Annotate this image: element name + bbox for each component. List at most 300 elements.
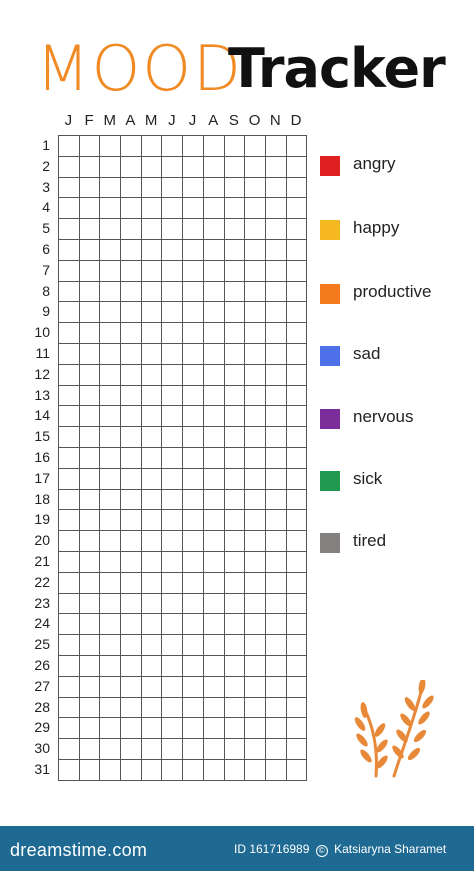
grid-cell[interactable]: [203, 364, 224, 385]
grid-cell[interactable]: [286, 655, 307, 676]
grid-cell[interactable]: [286, 135, 307, 156]
grid-cell[interactable]: [182, 613, 203, 634]
grid-cell[interactable]: [58, 530, 79, 551]
grid-cell[interactable]: [79, 156, 100, 177]
grid-cell[interactable]: [182, 197, 203, 218]
grid-cell[interactable]: [182, 281, 203, 302]
grid-cell[interactable]: [58, 509, 79, 530]
grid-cell[interactable]: [161, 301, 182, 322]
grid-cell[interactable]: [141, 301, 162, 322]
grid-cell[interactable]: [99, 218, 120, 239]
grid-cell[interactable]: [120, 613, 141, 634]
grid-cell[interactable]: [224, 405, 245, 426]
grid-cell[interactable]: [244, 135, 265, 156]
grid-cell[interactable]: [203, 260, 224, 281]
grid-cell[interactable]: [161, 468, 182, 489]
grid-cell[interactable]: [286, 260, 307, 281]
grid-cell[interactable]: [286, 343, 307, 364]
grid-cell[interactable]: [265, 593, 286, 614]
grid-cell[interactable]: [286, 572, 307, 593]
grid-cell[interactable]: [161, 759, 182, 780]
grid-cell[interactable]: [286, 322, 307, 343]
grid-cell[interactable]: [79, 759, 100, 780]
grid-cell[interactable]: [161, 218, 182, 239]
grid-cell[interactable]: [244, 405, 265, 426]
grid-cell[interactable]: [182, 426, 203, 447]
grid-cell[interactable]: [141, 197, 162, 218]
grid-cell[interactable]: [265, 426, 286, 447]
grid-cell[interactable]: [141, 260, 162, 281]
grid-cell[interactable]: [141, 509, 162, 530]
grid-cell[interactable]: [244, 281, 265, 302]
grid-cell[interactable]: [182, 717, 203, 738]
grid-cell[interactable]: [286, 447, 307, 468]
grid-cell[interactable]: [161, 197, 182, 218]
grid-cell[interactable]: [286, 218, 307, 239]
grid-cell[interactable]: [286, 385, 307, 406]
grid-cell[interactable]: [161, 426, 182, 447]
grid-cell[interactable]: [265, 135, 286, 156]
grid-cell[interactable]: [141, 759, 162, 780]
grid-cell[interactable]: [182, 405, 203, 426]
grid-cell[interactable]: [244, 364, 265, 385]
grid-cell[interactable]: [79, 197, 100, 218]
grid-cell[interactable]: [99, 322, 120, 343]
grid-cell[interactable]: [141, 676, 162, 697]
grid-cell[interactable]: [79, 489, 100, 510]
grid-cell[interactable]: [79, 655, 100, 676]
grid-cell[interactable]: [120, 697, 141, 718]
grid-cell[interactable]: [79, 343, 100, 364]
grid-cell[interactable]: [120, 759, 141, 780]
grid-cell[interactable]: [224, 322, 245, 343]
grid-cell[interactable]: [79, 301, 100, 322]
grid-cell[interactable]: [224, 634, 245, 655]
grid-cell[interactable]: [58, 676, 79, 697]
grid-cell[interactable]: [58, 343, 79, 364]
grid-cell[interactable]: [141, 343, 162, 364]
grid-cell[interactable]: [182, 322, 203, 343]
grid-cell[interactable]: [141, 572, 162, 593]
grid-cell[interactable]: [120, 322, 141, 343]
grid-cell[interactable]: [141, 634, 162, 655]
grid-cell[interactable]: [58, 634, 79, 655]
grid-cell[interactable]: [120, 197, 141, 218]
grid-cell[interactable]: [141, 655, 162, 676]
grid-cell[interactable]: [99, 613, 120, 634]
grid-cell[interactable]: [224, 717, 245, 738]
grid-cell[interactable]: [120, 364, 141, 385]
grid-cell[interactable]: [79, 177, 100, 198]
grid-cell[interactable]: [244, 759, 265, 780]
grid-cell[interactable]: [182, 156, 203, 177]
grid-cell[interactable]: [120, 135, 141, 156]
grid-cell[interactable]: [182, 738, 203, 759]
grid-cell[interactable]: [161, 738, 182, 759]
grid-cell[interactable]: [224, 572, 245, 593]
grid-cell[interactable]: [224, 385, 245, 406]
grid-cell[interactable]: [58, 426, 79, 447]
grid-cell[interactable]: [265, 218, 286, 239]
grid-cell[interactable]: [265, 468, 286, 489]
grid-cell[interactable]: [79, 322, 100, 343]
grid-cell[interactable]: [58, 572, 79, 593]
grid-cell[interactable]: [99, 177, 120, 198]
grid-cell[interactable]: [99, 343, 120, 364]
grid-cell[interactable]: [203, 572, 224, 593]
grid-cell[interactable]: [161, 177, 182, 198]
grid-cell[interactable]: [224, 697, 245, 718]
grid-cell[interactable]: [286, 530, 307, 551]
grid-cell[interactable]: [99, 197, 120, 218]
grid-cell[interactable]: [182, 239, 203, 260]
grid-cell[interactable]: [161, 447, 182, 468]
grid-cell[interactable]: [203, 468, 224, 489]
grid-cell[interactable]: [58, 593, 79, 614]
grid-cell[interactable]: [265, 530, 286, 551]
grid-cell[interactable]: [224, 489, 245, 510]
grid-cell[interactable]: [99, 572, 120, 593]
grid-cell[interactable]: [58, 197, 79, 218]
grid-cell[interactable]: [182, 218, 203, 239]
grid-cell[interactable]: [286, 426, 307, 447]
grid-cell[interactable]: [99, 717, 120, 738]
grid-cell[interactable]: [265, 572, 286, 593]
grid-cell[interactable]: [286, 281, 307, 302]
grid-cell[interactable]: [265, 655, 286, 676]
grid-cell[interactable]: [120, 218, 141, 239]
grid-cell[interactable]: [120, 489, 141, 510]
grid-cell[interactable]: [79, 717, 100, 738]
grid-cell[interactable]: [182, 260, 203, 281]
grid-cell[interactable]: [203, 551, 224, 572]
grid-cell[interactable]: [286, 697, 307, 718]
grid-cell[interactable]: [265, 551, 286, 572]
grid-cell[interactable]: [265, 717, 286, 738]
grid-cell[interactable]: [286, 468, 307, 489]
grid-cell[interactable]: [265, 447, 286, 468]
grid-cell[interactable]: [141, 593, 162, 614]
grid-cell[interactable]: [244, 447, 265, 468]
grid-cell[interactable]: [224, 239, 245, 260]
grid-cell[interactable]: [141, 239, 162, 260]
grid-cell[interactable]: [286, 197, 307, 218]
grid-cell[interactable]: [244, 676, 265, 697]
grid-cell[interactable]: [182, 593, 203, 614]
grid-cell[interactable]: [161, 156, 182, 177]
grid-cell[interactable]: [58, 738, 79, 759]
grid-cell[interactable]: [120, 551, 141, 572]
grid-cell[interactable]: [244, 634, 265, 655]
grid-cell[interactable]: [141, 281, 162, 302]
grid-cell[interactable]: [161, 530, 182, 551]
grid-cell[interactable]: [203, 177, 224, 198]
grid-cell[interactable]: [224, 509, 245, 530]
grid-cell[interactable]: [79, 676, 100, 697]
grid-cell[interactable]: [161, 572, 182, 593]
grid-cell[interactable]: [58, 260, 79, 281]
grid-cell[interactable]: [203, 655, 224, 676]
grid-cell[interactable]: [161, 593, 182, 614]
grid-cell[interactable]: [58, 405, 79, 426]
grid-cell[interactable]: [182, 135, 203, 156]
grid-cell[interactable]: [286, 405, 307, 426]
grid-cell[interactable]: [99, 135, 120, 156]
grid-cell[interactable]: [244, 551, 265, 572]
grid-cell[interactable]: [265, 759, 286, 780]
grid-cell[interactable]: [244, 697, 265, 718]
grid-cell[interactable]: [203, 301, 224, 322]
grid-cell[interactable]: [224, 364, 245, 385]
grid-cell[interactable]: [79, 426, 100, 447]
grid-cell[interactable]: [99, 468, 120, 489]
grid-cell[interactable]: [161, 405, 182, 426]
grid-cell[interactable]: [161, 613, 182, 634]
grid-cell[interactable]: [58, 301, 79, 322]
grid-cell[interactable]: [244, 322, 265, 343]
grid-cell[interactable]: [265, 634, 286, 655]
grid-cell[interactable]: [203, 697, 224, 718]
grid-cell[interactable]: [182, 634, 203, 655]
grid-cell[interactable]: [244, 717, 265, 738]
grid-cell[interactable]: [58, 717, 79, 738]
grid-cell[interactable]: [286, 676, 307, 697]
grid-cell[interactable]: [79, 613, 100, 634]
grid-cell[interactable]: [244, 489, 265, 510]
grid-cell[interactable]: [120, 530, 141, 551]
grid-cell[interactable]: [161, 509, 182, 530]
grid-cell[interactable]: [224, 468, 245, 489]
grid-cell[interactable]: [161, 717, 182, 738]
grid-cell[interactable]: [120, 156, 141, 177]
grid-cell[interactable]: [286, 551, 307, 572]
grid-cell[interactable]: [203, 135, 224, 156]
grid-cell[interactable]: [224, 301, 245, 322]
grid-cell[interactable]: [141, 405, 162, 426]
grid-cell[interactable]: [99, 260, 120, 281]
grid-cell[interactable]: [79, 738, 100, 759]
grid-cell[interactable]: [244, 197, 265, 218]
grid-cell[interactable]: [120, 177, 141, 198]
grid-cell[interactable]: [58, 156, 79, 177]
grid-cell[interactable]: [141, 364, 162, 385]
grid-cell[interactable]: [265, 676, 286, 697]
grid-cell[interactable]: [265, 343, 286, 364]
grid-cell[interactable]: [99, 364, 120, 385]
grid-cell[interactable]: [244, 218, 265, 239]
grid-cell[interactable]: [224, 759, 245, 780]
grid-cell[interactable]: [58, 385, 79, 406]
grid-cell[interactable]: [244, 572, 265, 593]
grid-cell[interactable]: [99, 385, 120, 406]
grid-cell[interactable]: [99, 405, 120, 426]
grid-cell[interactable]: [79, 634, 100, 655]
grid-cell[interactable]: [120, 509, 141, 530]
grid-cell[interactable]: [224, 676, 245, 697]
grid-cell[interactable]: [99, 530, 120, 551]
grid-cell[interactable]: [244, 301, 265, 322]
grid-cell[interactable]: [244, 613, 265, 634]
grid-cell[interactable]: [224, 655, 245, 676]
grid-cell[interactable]: [79, 364, 100, 385]
grid-cell[interactable]: [99, 759, 120, 780]
grid-cell[interactable]: [141, 697, 162, 718]
grid-cell[interactable]: [182, 447, 203, 468]
grid-cell[interactable]: [182, 697, 203, 718]
grid-cell[interactable]: [58, 218, 79, 239]
grid-cell[interactable]: [161, 697, 182, 718]
grid-cell[interactable]: [286, 634, 307, 655]
grid-cell[interactable]: [141, 322, 162, 343]
grid-cell[interactable]: [244, 593, 265, 614]
grid-cell[interactable]: [79, 530, 100, 551]
grid-cell[interactable]: [58, 281, 79, 302]
grid-cell[interactable]: [182, 572, 203, 593]
grid-cell[interactable]: [224, 281, 245, 302]
grid-cell[interactable]: [203, 509, 224, 530]
grid-cell[interactable]: [244, 655, 265, 676]
grid-cell[interactable]: [141, 426, 162, 447]
grid-cell[interactable]: [58, 364, 79, 385]
grid-cell[interactable]: [203, 197, 224, 218]
grid-cell[interactable]: [120, 301, 141, 322]
grid-cell[interactable]: [161, 260, 182, 281]
grid-cell[interactable]: [203, 405, 224, 426]
grid-cell[interactable]: [141, 385, 162, 406]
grid-cell[interactable]: [99, 301, 120, 322]
grid-cell[interactable]: [286, 717, 307, 738]
grid-cell[interactable]: [58, 177, 79, 198]
grid-cell[interactable]: [161, 135, 182, 156]
grid-cell[interactable]: [244, 509, 265, 530]
grid-cell[interactable]: [141, 468, 162, 489]
grid-cell[interactable]: [224, 738, 245, 759]
grid-cell[interactable]: [224, 197, 245, 218]
grid-cell[interactable]: [265, 697, 286, 718]
grid-cell[interactable]: [120, 281, 141, 302]
grid-cell[interactable]: [161, 281, 182, 302]
grid-cell[interactable]: [182, 759, 203, 780]
grid-cell[interactable]: [286, 759, 307, 780]
grid-cell[interactable]: [224, 135, 245, 156]
grid-cell[interactable]: [182, 385, 203, 406]
grid-cell[interactable]: [224, 343, 245, 364]
grid-cell[interactable]: [99, 156, 120, 177]
grid-cell[interactable]: [244, 385, 265, 406]
grid-cell[interactable]: [182, 530, 203, 551]
grid-cell[interactable]: [79, 405, 100, 426]
grid-cell[interactable]: [182, 509, 203, 530]
grid-cell[interactable]: [120, 385, 141, 406]
grid-cell[interactable]: [286, 489, 307, 510]
grid-cell[interactable]: [161, 676, 182, 697]
grid-cell[interactable]: [265, 301, 286, 322]
grid-cell[interactable]: [141, 489, 162, 510]
grid-cell[interactable]: [224, 613, 245, 634]
grid-cell[interactable]: [141, 738, 162, 759]
grid-cell[interactable]: [286, 156, 307, 177]
grid-cell[interactable]: [203, 593, 224, 614]
grid-cell[interactable]: [182, 364, 203, 385]
grid-cell[interactable]: [244, 343, 265, 364]
grid-cell[interactable]: [99, 426, 120, 447]
grid-cell[interactable]: [161, 343, 182, 364]
grid-cell[interactable]: [141, 530, 162, 551]
grid-cell[interactable]: [58, 447, 79, 468]
grid-cell[interactable]: [203, 426, 224, 447]
grid-cell[interactable]: [203, 530, 224, 551]
grid-cell[interactable]: [120, 676, 141, 697]
grid-cell[interactable]: [161, 489, 182, 510]
grid-cell[interactable]: [286, 593, 307, 614]
grid-cell[interactable]: [286, 177, 307, 198]
grid-cell[interactable]: [161, 655, 182, 676]
grid-cell[interactable]: [99, 593, 120, 614]
grid-cell[interactable]: [265, 239, 286, 260]
grid-cell[interactable]: [203, 738, 224, 759]
grid-cell[interactable]: [58, 468, 79, 489]
grid-cell[interactable]: [141, 218, 162, 239]
grid-cell[interactable]: [182, 551, 203, 572]
grid-cell[interactable]: [224, 530, 245, 551]
grid-cell[interactable]: [182, 489, 203, 510]
grid-cell[interactable]: [99, 634, 120, 655]
grid-cell[interactable]: [286, 239, 307, 260]
grid-cell[interactable]: [58, 551, 79, 572]
grid-cell[interactable]: [141, 613, 162, 634]
grid-cell[interactable]: [120, 239, 141, 260]
grid-cell[interactable]: [265, 281, 286, 302]
grid-cell[interactable]: [58, 613, 79, 634]
grid-cell[interactable]: [182, 655, 203, 676]
grid-cell[interactable]: [161, 239, 182, 260]
grid-cell[interactable]: [99, 676, 120, 697]
grid-cell[interactable]: [161, 322, 182, 343]
grid-cell[interactable]: [120, 655, 141, 676]
grid-cell[interactable]: [203, 385, 224, 406]
grid-cell[interactable]: [265, 385, 286, 406]
grid-cell[interactable]: [79, 468, 100, 489]
grid-cell[interactable]: [141, 717, 162, 738]
grid-cell[interactable]: [79, 135, 100, 156]
grid-cell[interactable]: [203, 489, 224, 510]
grid-cell[interactable]: [203, 218, 224, 239]
grid-cell[interactable]: [58, 322, 79, 343]
grid-cell[interactable]: [182, 301, 203, 322]
grid-cell[interactable]: [120, 260, 141, 281]
grid-cell[interactable]: [120, 343, 141, 364]
grid-cell[interactable]: [265, 156, 286, 177]
grid-cell[interactable]: [79, 572, 100, 593]
grid-cell[interactable]: [203, 239, 224, 260]
grid-cell[interactable]: [141, 447, 162, 468]
grid-cell[interactable]: [79, 218, 100, 239]
grid-cell[interactable]: [79, 260, 100, 281]
grid-cell[interactable]: [286, 509, 307, 530]
grid-cell[interactable]: [244, 738, 265, 759]
grid-cell[interactable]: [141, 551, 162, 572]
grid-cell[interactable]: [79, 281, 100, 302]
grid-cell[interactable]: [58, 239, 79, 260]
grid-cell[interactable]: [79, 551, 100, 572]
grid-cell[interactable]: [161, 385, 182, 406]
grid-cell[interactable]: [244, 426, 265, 447]
grid-cell[interactable]: [224, 447, 245, 468]
grid-cell[interactable]: [244, 239, 265, 260]
grid-cell[interactable]: [161, 364, 182, 385]
grid-cell[interactable]: [58, 489, 79, 510]
grid-cell[interactable]: [224, 156, 245, 177]
